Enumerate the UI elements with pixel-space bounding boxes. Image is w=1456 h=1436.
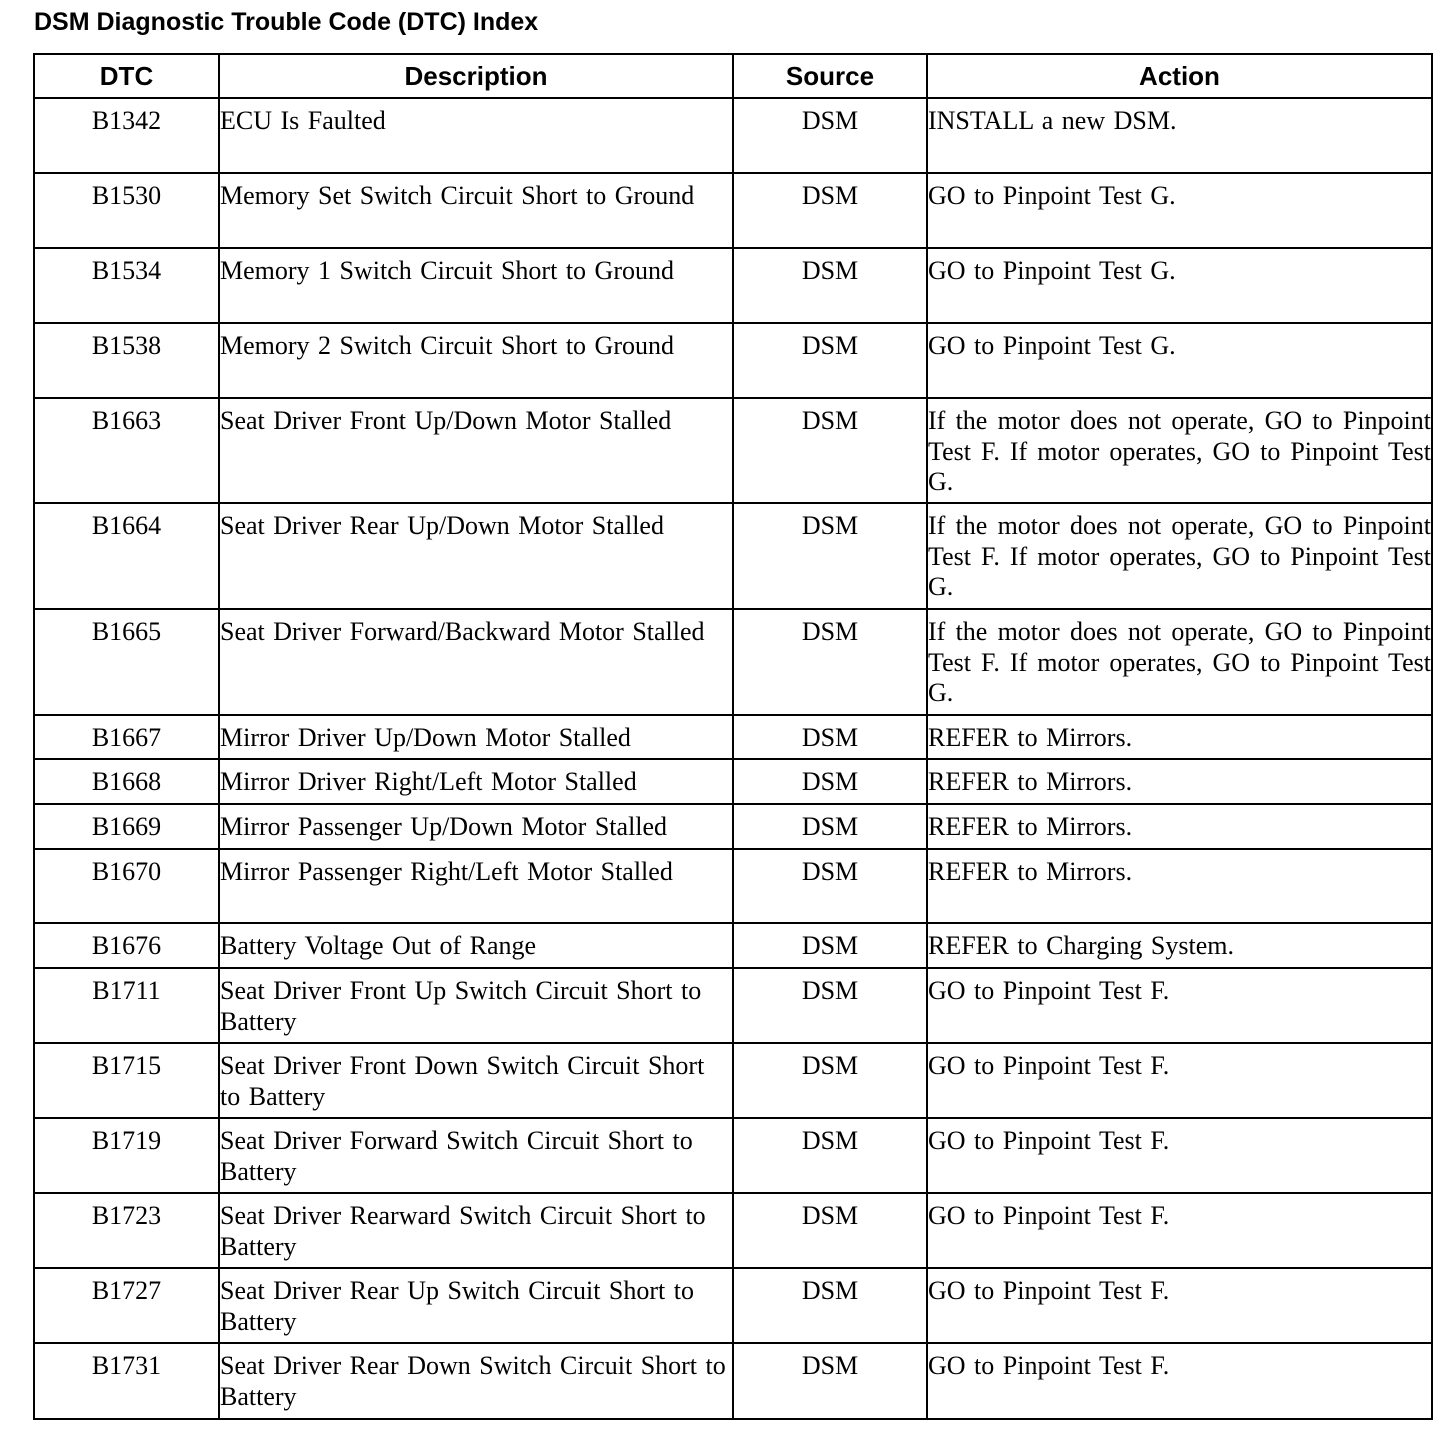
table-row (34, 609, 1432, 715)
column-header-description: Description (219, 54, 733, 98)
dtc-action: REFER to Mirrors. (927, 715, 1432, 759)
dtc-source: DSM (733, 849, 927, 923)
dtc-source: DSM (733, 98, 927, 173)
dtc-code: B1731 (34, 1343, 219, 1419)
dtc-action: REFER to Mirrors. (927, 804, 1432, 849)
dtc-source: DSM (733, 1343, 927, 1419)
dtc-description: Seat Driver Front Up/Down Motor Stalled (219, 398, 733, 503)
dtc-action: If the motor does not operate, GO to Pinpoint Test F. If motor operates, GO to Pinpoint Test G. (927, 398, 1432, 503)
dtc-code: B1530 (34, 173, 219, 248)
dtc-action: GO to Pinpoint Test G. (927, 323, 1432, 398)
table-row (34, 98, 1432, 173)
dtc-source: DSM (733, 609, 927, 715)
dtc-description: Memory Set Switch Circuit Short to Ground (219, 173, 733, 248)
dtc-action: If the motor does not operate, GO to Pinpoint Test F. If motor operates, GO to Pinpoint Test G. (927, 503, 1432, 609)
table-row (34, 503, 1432, 609)
column-header-dtc: DTC (34, 54, 219, 98)
dtc-action: GO to Pinpoint Test F. (927, 1343, 1432, 1419)
column-header-source: Source (733, 54, 927, 98)
dtc-action: REFER to Mirrors. (927, 849, 1432, 923)
dtc-code: B1667 (34, 715, 219, 759)
dtc-description: Seat Driver Front Down Switch Circuit Short to Battery (219, 1043, 733, 1118)
dtc-description: Seat Driver Rear Down Switch Circuit Short to Battery (219, 1343, 733, 1419)
dtc-description: Mirror Driver Right/Left Motor Stalled (219, 759, 733, 804)
table-row (34, 1193, 1432, 1268)
dtc-description: Mirror Passenger Up/Down Motor Stalled (219, 804, 733, 849)
dtc-source: DSM (733, 804, 927, 849)
dtc-source: DSM (733, 1193, 927, 1268)
dtc-action: GO to Pinpoint Test F. (927, 1118, 1432, 1193)
table-row (34, 398, 1432, 503)
dtc-source: DSM (733, 1043, 927, 1118)
table-row (34, 1268, 1432, 1343)
dtc-source: DSM (733, 503, 927, 609)
dtc-source: DSM (733, 715, 927, 759)
dtc-code: B1534 (34, 248, 219, 323)
dtc-code: B1669 (34, 804, 219, 849)
dtc-code: B1727 (34, 1268, 219, 1343)
dtc-action: REFER to Mirrors. (927, 759, 1432, 804)
dtc-code: B1663 (34, 398, 219, 503)
dtc-action: GO to Pinpoint Test G. (927, 173, 1432, 248)
dtc-description: ECU Is Faulted (219, 98, 733, 173)
dtc-code: B1665 (34, 609, 219, 715)
dtc-description: Seat Driver Front Up Switch Circuit Short to Battery (219, 968, 733, 1043)
table-row (34, 248, 1432, 323)
table-row (34, 173, 1432, 248)
dtc-action: GO to Pinpoint Test F. (927, 1193, 1432, 1268)
dtc-action: If the motor does not operate, GO to Pinpoint Test F. If motor operates, GO to Pinpoint Test G. (927, 609, 1432, 715)
column-header-action: Action (927, 54, 1432, 98)
dtc-description: Memory 1 Switch Circuit Short to Ground (219, 248, 733, 323)
dtc-code: B1715 (34, 1043, 219, 1118)
dtc-source: DSM (733, 1268, 927, 1343)
table-row (34, 715, 1432, 759)
table-row (34, 1118, 1432, 1193)
dtc-code: B1668 (34, 759, 219, 804)
dtc-code: B1670 (34, 849, 219, 923)
dtc-code: B1711 (34, 968, 219, 1043)
table-row (34, 1343, 1432, 1419)
dtc-code: B1723 (34, 1193, 219, 1268)
table-header-row (34, 54, 1432, 98)
dtc-action: REFER to Charging System. (927, 923, 1432, 968)
page-title: DSM Diagnostic Trouble Code (DTC) Index (34, 8, 539, 36)
table-row (34, 804, 1432, 849)
dtc-description: Battery Voltage Out of Range (219, 923, 733, 968)
dtc-action: INSTALL a new DSM. (927, 98, 1432, 173)
dtc-index-table (33, 53, 1433, 1420)
dtc-source: DSM (733, 968, 927, 1043)
table-row (34, 968, 1432, 1043)
dtc-description: Seat Driver Rearward Switch Circuit Short to Battery (219, 1193, 733, 1268)
table-row (34, 1043, 1432, 1118)
dtc-source: DSM (733, 398, 927, 503)
dtc-code: B1538 (34, 323, 219, 398)
dtc-code: B1664 (34, 503, 219, 609)
dtc-description: Memory 2 Switch Circuit Short to Ground (219, 323, 733, 398)
dtc-source: DSM (733, 248, 927, 323)
dtc-source: DSM (733, 323, 927, 398)
dtc-action: GO to Pinpoint Test F. (927, 968, 1432, 1043)
dtc-description: Seat Driver Forward/Backward Motor Stalled (219, 609, 733, 715)
table-row (34, 923, 1432, 968)
dtc-description: Mirror Passenger Right/Left Motor Stalled (219, 849, 733, 923)
dtc-action: GO to Pinpoint Test F. (927, 1268, 1432, 1343)
dtc-code: B1342 (34, 98, 219, 173)
dtc-description: Seat Driver Forward Switch Circuit Short to Battery (219, 1118, 733, 1193)
dtc-source: DSM (733, 923, 927, 968)
dtc-code: B1676 (34, 923, 219, 968)
dtc-code: B1719 (34, 1118, 219, 1193)
dtc-action: GO to Pinpoint Test G. (927, 248, 1432, 323)
dtc-description: Seat Driver Rear Up Switch Circuit Short to Battery (219, 1268, 733, 1343)
dtc-source: DSM (733, 1118, 927, 1193)
dtc-description: Mirror Driver Up/Down Motor Stalled (219, 715, 733, 759)
table-row (34, 759, 1432, 804)
dtc-action: GO to Pinpoint Test F. (927, 1043, 1432, 1118)
table-row (34, 849, 1432, 923)
table-row (34, 323, 1432, 398)
dtc-source: DSM (733, 173, 927, 248)
dtc-source: DSM (733, 759, 927, 804)
dtc-description: Seat Driver Rear Up/Down Motor Stalled (219, 503, 733, 609)
